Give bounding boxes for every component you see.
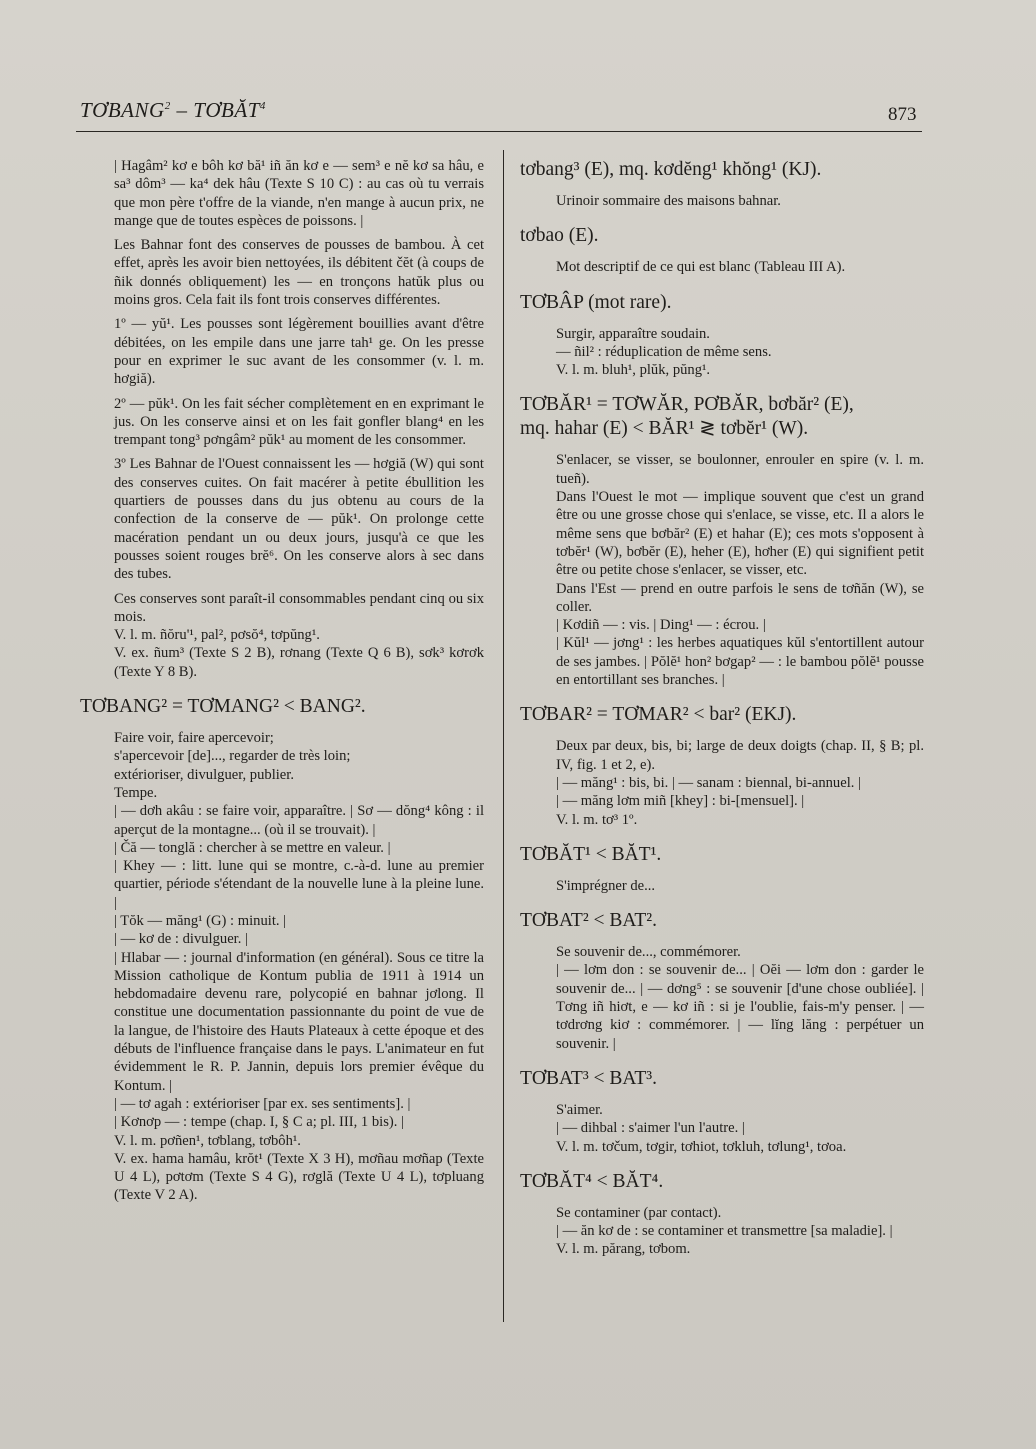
usage-example: | — dơh akâu : se faire voir, apparaître. | Sơ — dŏng⁴ kông : il aperçut de la montagne... (où il se trouvait). | — [114, 803, 484, 838]
usage-example: | — lơm don : se souvenir de... | Oĕi — lơm don : garder le souvenir de... | — dơng⁵ : se souvenir [d'une chose oubliée]. | Tơng iñ hiơt, e — kơ iñ : si je l'oublie, fais-m'y penser. | — tơdrơng kiơ : commémorer. | — lĭng lăng : perpétuer un souvenir. | — [556, 962, 924, 1052]
definition: Mot descriptif de ce qui est blanc (Tableau III A). — [556, 259, 846, 276]
see-also: V. l. m. tơ³ 1º. — [556, 811, 638, 828]
headword-tobat1: TƠBĂT¹ < BĂT¹. — [520, 843, 662, 865]
see-also: V. l. m. tơčum, tơgir, tơhiot, tơkluh, tơlung¹, tơoa. — [556, 1138, 847, 1155]
definition: S'imprégner de... — [556, 877, 656, 894]
definition: Urinoir sommaire des maisons bahnar. — [556, 193, 781, 209]
see-also: V. l. m. pơñen¹, tơblang, tơbôh¹. — [114, 1132, 301, 1149]
column-divider — [503, 150, 504, 1322]
left-column — [80, 157, 484, 1205]
headword-tobar1: TƠBĂR¹ = TƠWĂR, PƠBĂR, bơbăr² (E), — [520, 394, 854, 416]
usage-example: | — dihbal : s'aimer l'un l'autre. | — [556, 1120, 745, 1137]
definition: s'apercevoir [de]..., regarder de très loin; — [114, 748, 351, 765]
see-also: V. l. m. bluh¹, plŭk, pŭng¹. — [556, 362, 711, 379]
headword-tobar2: TƠBAR² = TƠMAR² < bar² (EKJ). — [520, 704, 797, 726]
usage-example: | Hlabar — : journal d'information (en général). Sous ce titre la Mission catholique de Kontum publia de 1911 à 1914 un hebdomadaire devenu rare, polycopié en bahnar jơlong. Il constitue une documentation passionnante du point de vue de la langue, de l'histoire des Hauts Plateaux à cette époque et des débuts de l'influence française dans le pays. L'animateur en fut évidemment le R. P. Jannin, depuis lors premier évêque du Kontum. | — [114, 949, 484, 1094]
example-paragraph: | Hagâm² kơ e bôh kơ bă¹ iñ ăn kơ e — sem³ e nĕ kơ sa hâu, e sa³ dôm³ — ka⁴ dek hâu (Texte S 10 C) : au cas où tu verrais que mon père t'offre de la viande, n'en mange à aucun prix, ne mange que de toutes espèces de poissons. | — [114, 158, 484, 229]
usage-example: | — măng lơm miñ [khey] : bi-[mensuel]. | — [556, 793, 805, 810]
usage-example: | — ăn kơ de : se contaminer et transmettre [sa maladie]. | — [556, 1223, 893, 1240]
paragraph: Les Bahnar font des conserves de pousses de bambou. À cet effet, après les avoir bien nettoyées, ils débitent čĕt (à coups de ñik donnés obliquement) les — en tronçons hatŭk plus ou moins gros. Cela fait ils font trois conserves différentes. — [114, 237, 484, 309]
usage-example: | — tơ agah : extérioriser [par ex. ses sentiments]. | — [114, 1095, 411, 1112]
usage-example: | — kơ de : divulguer. | — [114, 931, 248, 948]
definition: — ñil² : réduplication de même sens. — [556, 343, 772, 360]
headword-tobap: TƠBÂP (mot rare). — [520, 291, 672, 313]
definition: Deux par deux, bis, bi; large de deux doigts (chap. II, § B; pl. IV, fig. 1 et 2, e). — [556, 738, 924, 773]
see-also: V. l. m. ñŏru'¹, pal², pơsŏ⁴, tơpŭng¹. — [114, 627, 320, 644]
definition: Tempe. — [114, 784, 158, 801]
definition: Faire voir, faire apercevoir; — [114, 730, 274, 747]
headword-tobat2: TƠBAT² < BAT². — [520, 910, 657, 932]
paragraph: Ces conserves sont paraît-il consommables pendant cinq ou six mois. — [114, 590, 484, 625]
paragraph: 2º — pŭk¹. On les fait sécher complètement en en exprimant le jus. On les conserve ainsi et on les fait gonfler blang⁴ en les trempant tong³ pơngâm² pŭk¹ au moment de les consommer. — [114, 395, 484, 449]
definition: Dans l'Ouest le mot — implique souvent que c'est un grand être ou une grosse chose qui s'enlace, se visse, etc. Il a alors le même sens que bơbăr² (E) et hahar (E); ces mots s'opposent à tơbĕr¹ (W), bơbĕr (E), heher (E), hơher (E) qui signifient petit être ou petite chose s'enlacer, se visser, etc. — [556, 489, 924, 579]
headword-tobang3: tơbang³ (E), mq. kơdĕng¹ khŏng¹ (KJ). — [520, 159, 822, 180]
headword-tobat4: TƠBĂT⁴ < BĂT⁴. — [520, 1170, 664, 1192]
right-column — [520, 158, 924, 1259]
usage-example: | Kơdiñ — : vis. | Ding¹ — : écrou. | — [556, 617, 766, 634]
definition: extérioriser, divulguer, publier. — [114, 766, 294, 783]
usage-example: | — măng¹ : bis, bi. | — sanam : biennal, bi-annuel. | — [556, 774, 861, 791]
headword-tobao: tơbao (E). — [520, 225, 599, 247]
usage-example: | Kơnơp — : tempe (chap. I, § C a; pl. III, 1 bis). | — [114, 1114, 404, 1131]
usage-example: | Tŏk — măng¹ (G) : minuit. | — [114, 912, 287, 929]
paragraph: 1º — yŭ¹. Les pousses sont légèrement bouillies avant d'être débitées, on les empile dans une jarre tah¹ ge. On les presse pour en exprimer le suc avant de les consommer (v. l. m. hơgiă). — [114, 316, 484, 388]
definition: S'aimer. — [556, 1101, 603, 1118]
usage-example: | Kŭl¹ — jơng¹ : les herbes aquatiques kŭl s'entortillent autour de ses jambes. | Pŏlĕ¹ hon² bơgap² — : le bambou pŏlĕ¹ pousse en entortillant ses branches. | — [556, 635, 924, 689]
definition: S'enlacer, se visser, se boulonner, enrouler en spire (v. l. m. tueñ). — [556, 452, 924, 487]
see-examples: V. ex. ñum³ (Texte S 2 B), rơnang (Texte Q 6 B), sơk³ kơrơk (Texte Y 8 B). — [114, 645, 484, 680]
page-number: 873 — [888, 104, 917, 125]
see-also: V. l. m. părang, tơbom. — [556, 1241, 691, 1258]
headword-tobat3: TƠBAT³ < BAT³. — [520, 1067, 657, 1089]
usage-example: | Čă — tonglă : chercher à se mettre en valeur. | — [114, 839, 391, 856]
paragraph: 3º Les Bahnar de l'Ouest connaissent les — hơgiă (W) qui sont des conserves cuites. On fait macérer à petite ébullition les quartiers de pousses dans du jus obtenu au cours de la confection de la conserve de — pŭk¹. On prolonge cette macération pendant un ou deux jours, jusqu'à ce que les pousses soient rouges brĕ⁶. On les conserve alors à sec dans des tubes. — [114, 456, 484, 583]
usage-example: | Khey — : litt. lune qui se montre, c.-à-d. lune au premier quartier, période s'étendant de la nouvelle lune à la pleine lune. | — [114, 858, 484, 911]
headword-tobar1-line2: mq. hahar (E) < BĂR¹ ≷ tơbĕr¹ (W). — [520, 418, 809, 440]
definition: Surgir, apparaître soudain. — [556, 325, 710, 342]
definition: Se souvenir de..., commémorer. — [556, 944, 741, 961]
definition: Dans l'Est — prend en outre parfois le sens de tơñăn (W), se coller. — [556, 580, 924, 615]
header-rule — [76, 131, 922, 132]
definition: Se contaminer (par contact). — [556, 1204, 722, 1221]
running-head: TƠBANG$^2$ – TƠBĂT$^4$ — [80, 98, 266, 122]
headword-tobang: TƠBANG² = TƠMANG² < BANG². — [80, 696, 366, 718]
see-examples: V. ex. hama hamâu, krŏt¹ (Texte X 3 H), mơñau mơñap (Texte U 4 L), pơtơm (Texte S 4 G), rơglă (Texte U 4 L), tơpluang (Texte V 2 A). — [114, 1150, 484, 1204]
